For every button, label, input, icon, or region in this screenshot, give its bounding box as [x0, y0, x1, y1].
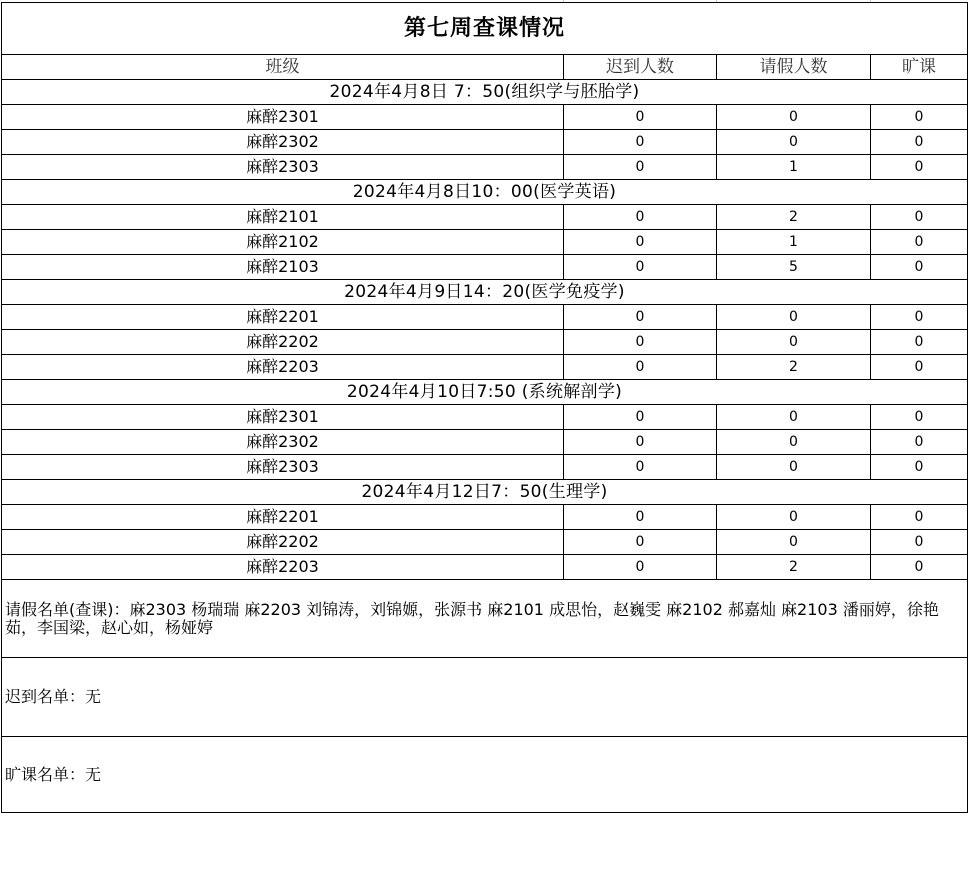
- table-row: [2, 355, 968, 380]
- class-cell: 麻醉2203: [2, 555, 564, 580]
- session-label: 2024年4月8日 7：50(组织学与胚胎学): [2, 80, 968, 105]
- leave-count-cell: 2: [717, 205, 871, 230]
- table-row: [2, 230, 968, 255]
- table-row: [2, 330, 968, 355]
- session-label: 2024年4月8日10：00(医学英语): [2, 180, 968, 205]
- late-list-row: [2, 658, 968, 737]
- column-header-class: 班级: [2, 55, 564, 80]
- class-cell: 麻醉2301: [2, 105, 564, 130]
- absent-count-cell: 0: [871, 230, 968, 255]
- class-cell: 麻醉2101: [2, 205, 564, 230]
- leave-count-cell: 0: [717, 505, 871, 530]
- absent-list-row: [2, 737, 968, 813]
- column-header-late: 迟到人数: [564, 55, 717, 80]
- absent-count-cell: 0: [871, 430, 968, 455]
- absent-count-cell: 0: [871, 555, 968, 580]
- absent-count-cell: 0: [871, 330, 968, 355]
- absent-count-cell: 0: [871, 355, 968, 380]
- table-row: [2, 205, 968, 230]
- header-row: [2, 55, 968, 80]
- table-row: [2, 305, 968, 330]
- late-count-cell: 0: [564, 255, 717, 280]
- leave-count-cell: 0: [717, 530, 871, 555]
- late-count-cell: 0: [564, 455, 717, 480]
- session-label: 2024年4月9日14：20(医学免疫学): [2, 280, 968, 305]
- late-count-cell: 0: [564, 405, 717, 430]
- late-count-cell: 0: [564, 230, 717, 255]
- class-cell: 麻醉2201: [2, 505, 564, 530]
- late-count-cell: 0: [564, 555, 717, 580]
- class-cell: 麻醉2303: [2, 455, 564, 480]
- class-cell: 麻醉2103: [2, 255, 564, 280]
- table-row: [2, 505, 968, 530]
- leave-count-cell: 5: [717, 255, 871, 280]
- late-count-cell: 0: [564, 205, 717, 230]
- absent-count-cell: 0: [871, 155, 968, 180]
- leave-count-cell: 0: [717, 305, 871, 330]
- table-row: [2, 255, 968, 280]
- class-cell: 麻醉2202: [2, 530, 564, 555]
- page-title: 第七周查课情况: [2, 3, 968, 55]
- absent-count-cell: 0: [871, 505, 968, 530]
- late-count-cell: 0: [564, 305, 717, 330]
- absent-count-cell: 0: [871, 255, 968, 280]
- table-row: [2, 105, 968, 130]
- late-count-cell: 0: [564, 330, 717, 355]
- session-label: 2024年4月12日7：50(生理学): [2, 480, 968, 505]
- leave-count-cell: 1: [717, 230, 871, 255]
- late-count-cell: 0: [564, 130, 717, 155]
- leave-count-cell: 0: [717, 455, 871, 480]
- leave-count-cell: 2: [717, 555, 871, 580]
- table-row: [2, 455, 968, 480]
- leave-count-cell: 2: [717, 355, 871, 380]
- class-cell: 麻醉2303: [2, 155, 564, 180]
- session-header-row: [2, 280, 968, 305]
- class-cell: 麻醉2302: [2, 430, 564, 455]
- absent-count-cell: 0: [871, 305, 968, 330]
- class-cell: 麻醉2302: [2, 130, 564, 155]
- session-header-row: [2, 480, 968, 505]
- late-count-cell: 0: [564, 505, 717, 530]
- table-row: [2, 430, 968, 455]
- class-cell: 麻醉2102: [2, 230, 564, 255]
- session-header-row: [2, 180, 968, 205]
- absent-count-cell: 0: [871, 405, 968, 430]
- class-cell: 麻醉2203: [2, 355, 564, 380]
- leave-count-cell: 0: [717, 430, 871, 455]
- leave-list: 请假名单(查课)：麻2303 杨瑞瑞 麻2203 刘锦涛，刘锦嫄，张源书 麻2101 成思怡，赵巍雯 麻2102 郝嘉灿 麻2103 潘丽婷，徐艳茹，李国梁，赵心如，杨娅婷: [2, 580, 968, 658]
- session-header-row: [2, 380, 968, 405]
- late-count-cell: 0: [564, 355, 717, 380]
- attendance-table: [1, 2, 968, 813]
- table-row: [2, 555, 968, 580]
- late-count-cell: 0: [564, 155, 717, 180]
- leave-list-row: [2, 580, 968, 658]
- absent-list: 旷课名单：无: [2, 737, 968, 813]
- late-count-cell: 0: [564, 530, 717, 555]
- leave-count-cell: 1: [717, 155, 871, 180]
- leave-count-cell: 0: [717, 405, 871, 430]
- table-row: [2, 155, 968, 180]
- session-header-row: [2, 80, 968, 105]
- late-count-cell: 0: [564, 430, 717, 455]
- leave-count-cell: 0: [717, 130, 871, 155]
- leave-count-cell: 0: [717, 105, 871, 130]
- table-row: [2, 530, 968, 555]
- leave-count-cell: 0: [717, 330, 871, 355]
- session-label: 2024年4月10日7:50 (系统解剖学): [2, 380, 968, 405]
- table-row: [2, 130, 968, 155]
- table-row: [2, 405, 968, 430]
- column-header-leave: 请假人数: [717, 55, 871, 80]
- late-list: 迟到名单：无: [2, 658, 968, 737]
- class-cell: 麻醉2301: [2, 405, 564, 430]
- class-cell: 麻醉2201: [2, 305, 564, 330]
- absent-count-cell: 0: [871, 205, 968, 230]
- absent-count-cell: 0: [871, 130, 968, 155]
- class-cell: 麻醉2202: [2, 330, 564, 355]
- absent-count-cell: 0: [871, 105, 968, 130]
- late-count-cell: 0: [564, 105, 717, 130]
- absent-count-cell: 0: [871, 530, 968, 555]
- absent-count-cell: 0: [871, 455, 968, 480]
- column-header-absent: 旷课: [871, 55, 968, 80]
